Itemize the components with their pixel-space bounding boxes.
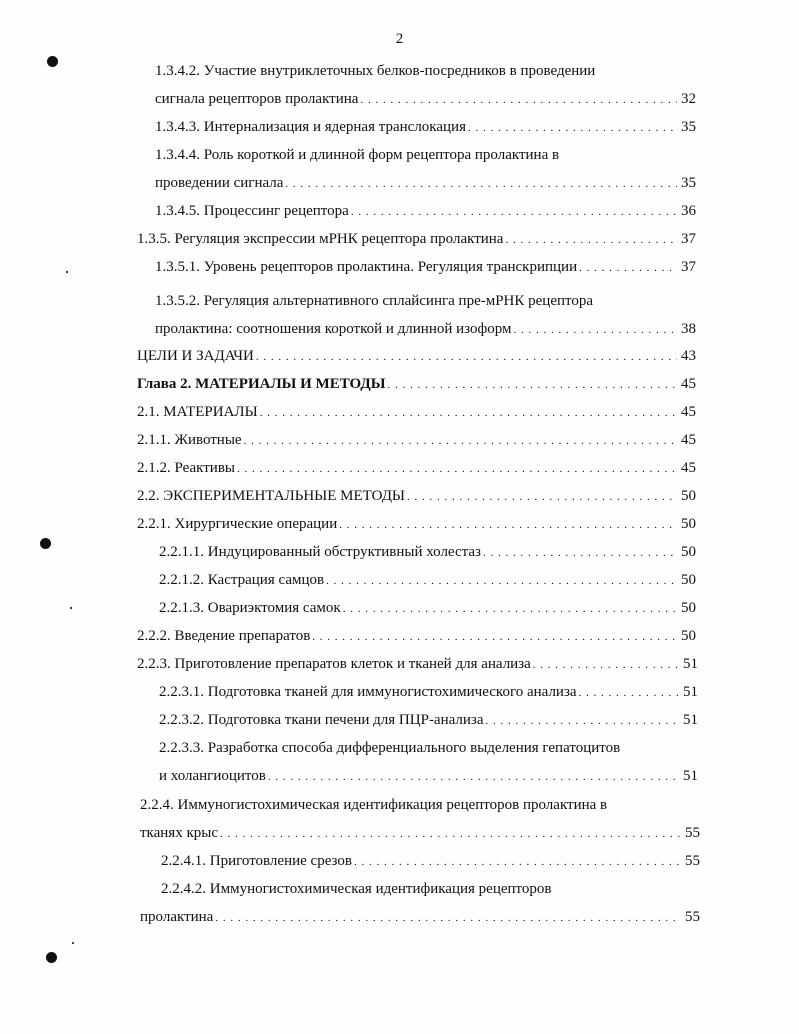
leader-dots	[354, 852, 681, 871]
toc-entry-1-3-4-3	[155, 118, 696, 137]
toc-entry-2-1	[137, 403, 696, 422]
toc-page: 43	[681, 348, 696, 364]
toc-title: 1.3.4.3. Интернализация и ядерная транслокация	[155, 119, 466, 135]
toc-page: 35	[681, 175, 696, 191]
page-number: 2	[395, 31, 404, 47]
toc-entry-1-3-5	[137, 230, 696, 249]
toc-page: 51	[683, 768, 698, 784]
leader-dots	[468, 118, 677, 137]
toc-entry-2-1-1	[137, 431, 696, 450]
toc-title: ЦЕЛИ И ЗАДАЧИ	[137, 348, 254, 364]
toc-title: 2.2.1.2. Кастрация самцов	[159, 572, 325, 588]
leader-dots	[256, 347, 677, 366]
binder-hole-middle	[40, 538, 51, 549]
toc-page: 37	[681, 259, 696, 275]
toc-title: тканях крыс	[140, 825, 218, 841]
scan-speck	[70, 607, 72, 609]
toc-entry-2-2-4-1	[161, 852, 700, 871]
toc-title: 1.3.5. Регуляция экспрессии мРНК рецептора пролактина	[137, 231, 504, 247]
leader-dots	[579, 258, 677, 277]
toc-title: 1.3.4.5. Процессинг рецептора	[155, 203, 349, 219]
toc-entry-2-2-1-3	[159, 599, 696, 618]
toc-title: и холангиоцитов	[159, 768, 266, 784]
toc-entry-1-3-4-2	[155, 90, 696, 109]
toc-title: сигнала рецепторов пролактина	[155, 91, 359, 107]
toc-page: 45	[681, 460, 696, 476]
toc-entry-2-2	[137, 487, 696, 506]
toc-title: 2.2.1. Хирургические операции	[137, 516, 338, 532]
leader-dots	[486, 711, 679, 730]
leader-dots	[260, 403, 677, 422]
leader-dots	[237, 459, 677, 478]
toc-entry-2-2-3	[137, 655, 698, 674]
toc-entry-2-2-1-2	[159, 571, 696, 590]
leader-dots	[407, 487, 677, 506]
leader-dots	[312, 627, 677, 646]
toc-entry-2-2-3-3-line1: 2.2.3.3. Разработка способа дифференциального выделения гепатоцитов	[159, 740, 621, 756]
binder-hole-bottom	[46, 952, 57, 963]
toc-entry-1-3-4-5	[155, 202, 696, 221]
leader-dots	[339, 515, 677, 534]
toc-entry-1-3-4-4	[155, 174, 696, 193]
leader-dots	[483, 543, 677, 562]
leader-dots	[514, 320, 678, 339]
toc-page: 51	[683, 712, 698, 728]
toc-entry-1-3-5-2-line1: 1.3.5.2. Регуляция альтернативного сплайсинга пре-мРНК рецептора	[155, 293, 594, 309]
toc-page: 50	[681, 516, 696, 532]
binder-hole-top	[47, 56, 58, 67]
toc-title: 1.3.5.1. Уровень рецепторов пролактина. Регуляция транскрипции	[155, 259, 578, 275]
toc-page: 51	[683, 684, 698, 700]
toc-entry-2-2-4	[140, 824, 700, 843]
toc-title: проведении сигнала	[155, 175, 284, 191]
toc-title: 2.2.2. Введение препаратов	[137, 628, 311, 644]
toc-page: 55	[685, 909, 700, 925]
scan-speck	[72, 942, 74, 944]
toc-entry-chapter-2	[137, 375, 696, 394]
toc-page: 55	[685, 825, 700, 841]
toc-entry-2-2-3-3	[159, 767, 698, 786]
leader-dots	[244, 431, 677, 450]
toc-entry-1-3-5-1	[155, 258, 696, 277]
toc-title: 2.2.1.3. Овариэктомия самок	[159, 600, 341, 616]
toc-entry-2-2-4-line1: 2.2.4. Иммуногистохимическая идентификация рецепторов пролактина в	[140, 797, 608, 813]
toc-page: 36	[681, 203, 696, 219]
toc-title: 2.1.2. Реактивы	[137, 460, 235, 476]
leader-dots	[343, 599, 677, 618]
toc-entry-2-2-3-2	[159, 711, 698, 730]
toc-page: 51	[683, 656, 698, 672]
leader-dots	[533, 655, 679, 674]
toc-page: 38	[681, 321, 696, 337]
leader-dots	[268, 767, 679, 786]
toc-page: 55	[685, 853, 700, 869]
toc-page: 50	[681, 488, 696, 504]
toc-entry-2-1-2	[137, 459, 696, 478]
toc-entry-1-3-5-2	[155, 320, 696, 339]
toc-title: 2.2.4.1. Приготовление срезов	[161, 853, 352, 869]
leader-dots	[220, 824, 681, 843]
toc-page: 37	[681, 231, 696, 247]
toc-page: 45	[681, 432, 696, 448]
toc-title: 2.2.3.2. Подготовка ткани печени для ПЦР-анализа	[159, 712, 484, 728]
toc-entry-goals	[137, 347, 696, 366]
toc-page: 50	[681, 544, 696, 560]
leader-dots	[326, 571, 677, 590]
toc-title: 2.2. ЭКСПЕРИМЕНТАЛЬНЫЕ МЕТОДЫ	[137, 488, 406, 504]
scan-speck	[66, 271, 68, 273]
toc-page: 45	[681, 376, 696, 392]
toc-title: пролактина	[140, 909, 214, 925]
toc-title: 2.2.1.1. Индуцированный обструктивный холестаз	[159, 544, 481, 560]
toc-page: 35	[681, 119, 696, 135]
toc-page: 50	[681, 572, 696, 588]
toc-title: 2.1.1. Животные	[137, 432, 242, 448]
toc-page: 50	[681, 600, 696, 616]
toc-entry-2-2-2	[137, 627, 696, 646]
toc-entry-2-2-1	[137, 515, 696, 534]
toc-entry-1-3-4-4-line1: 1.3.4.4. Роль короткой и длинной форм рецептора пролактина в	[155, 147, 560, 163]
leader-dots	[579, 683, 679, 702]
toc-title: пролактина: соотношения короткой и длинной изоформ	[155, 321, 512, 337]
toc-page: 32	[681, 91, 696, 107]
toc-title: 2.2.3. Приготовление препаратов клеток и тканей для анализа	[137, 656, 531, 672]
toc-title: 2.1. МАТЕРИАЛЫ	[137, 404, 258, 420]
leader-dots	[351, 202, 677, 221]
leader-dots	[285, 174, 677, 193]
leader-dots	[360, 90, 677, 109]
leader-dots	[215, 908, 681, 927]
toc-page: 45	[681, 404, 696, 420]
toc-entry-2-2-4-2-line1: 2.2.4.2. Иммуногистохимическая идентификация рецепторов	[161, 881, 552, 897]
toc-entry-2-2-3-1	[159, 683, 698, 702]
leader-dots	[505, 230, 677, 249]
toc-title: Глава 2. МАТЕРИАЛЫ И МЕТОДЫ	[137, 376, 386, 392]
toc-title: 2.2.3.1. Подготовка тканей для иммуногистохимического анализа	[159, 684, 577, 700]
leader-dots	[387, 375, 677, 394]
toc-entry-2-2-4-2	[140, 908, 700, 927]
toc-entry-2-2-1-1	[159, 543, 696, 562]
toc-page: 50	[681, 628, 696, 644]
toc-entry-1-3-4-2-line1: 1.3.4.2. Участие внутриклеточных белков-посредников в проведении	[155, 63, 596, 79]
